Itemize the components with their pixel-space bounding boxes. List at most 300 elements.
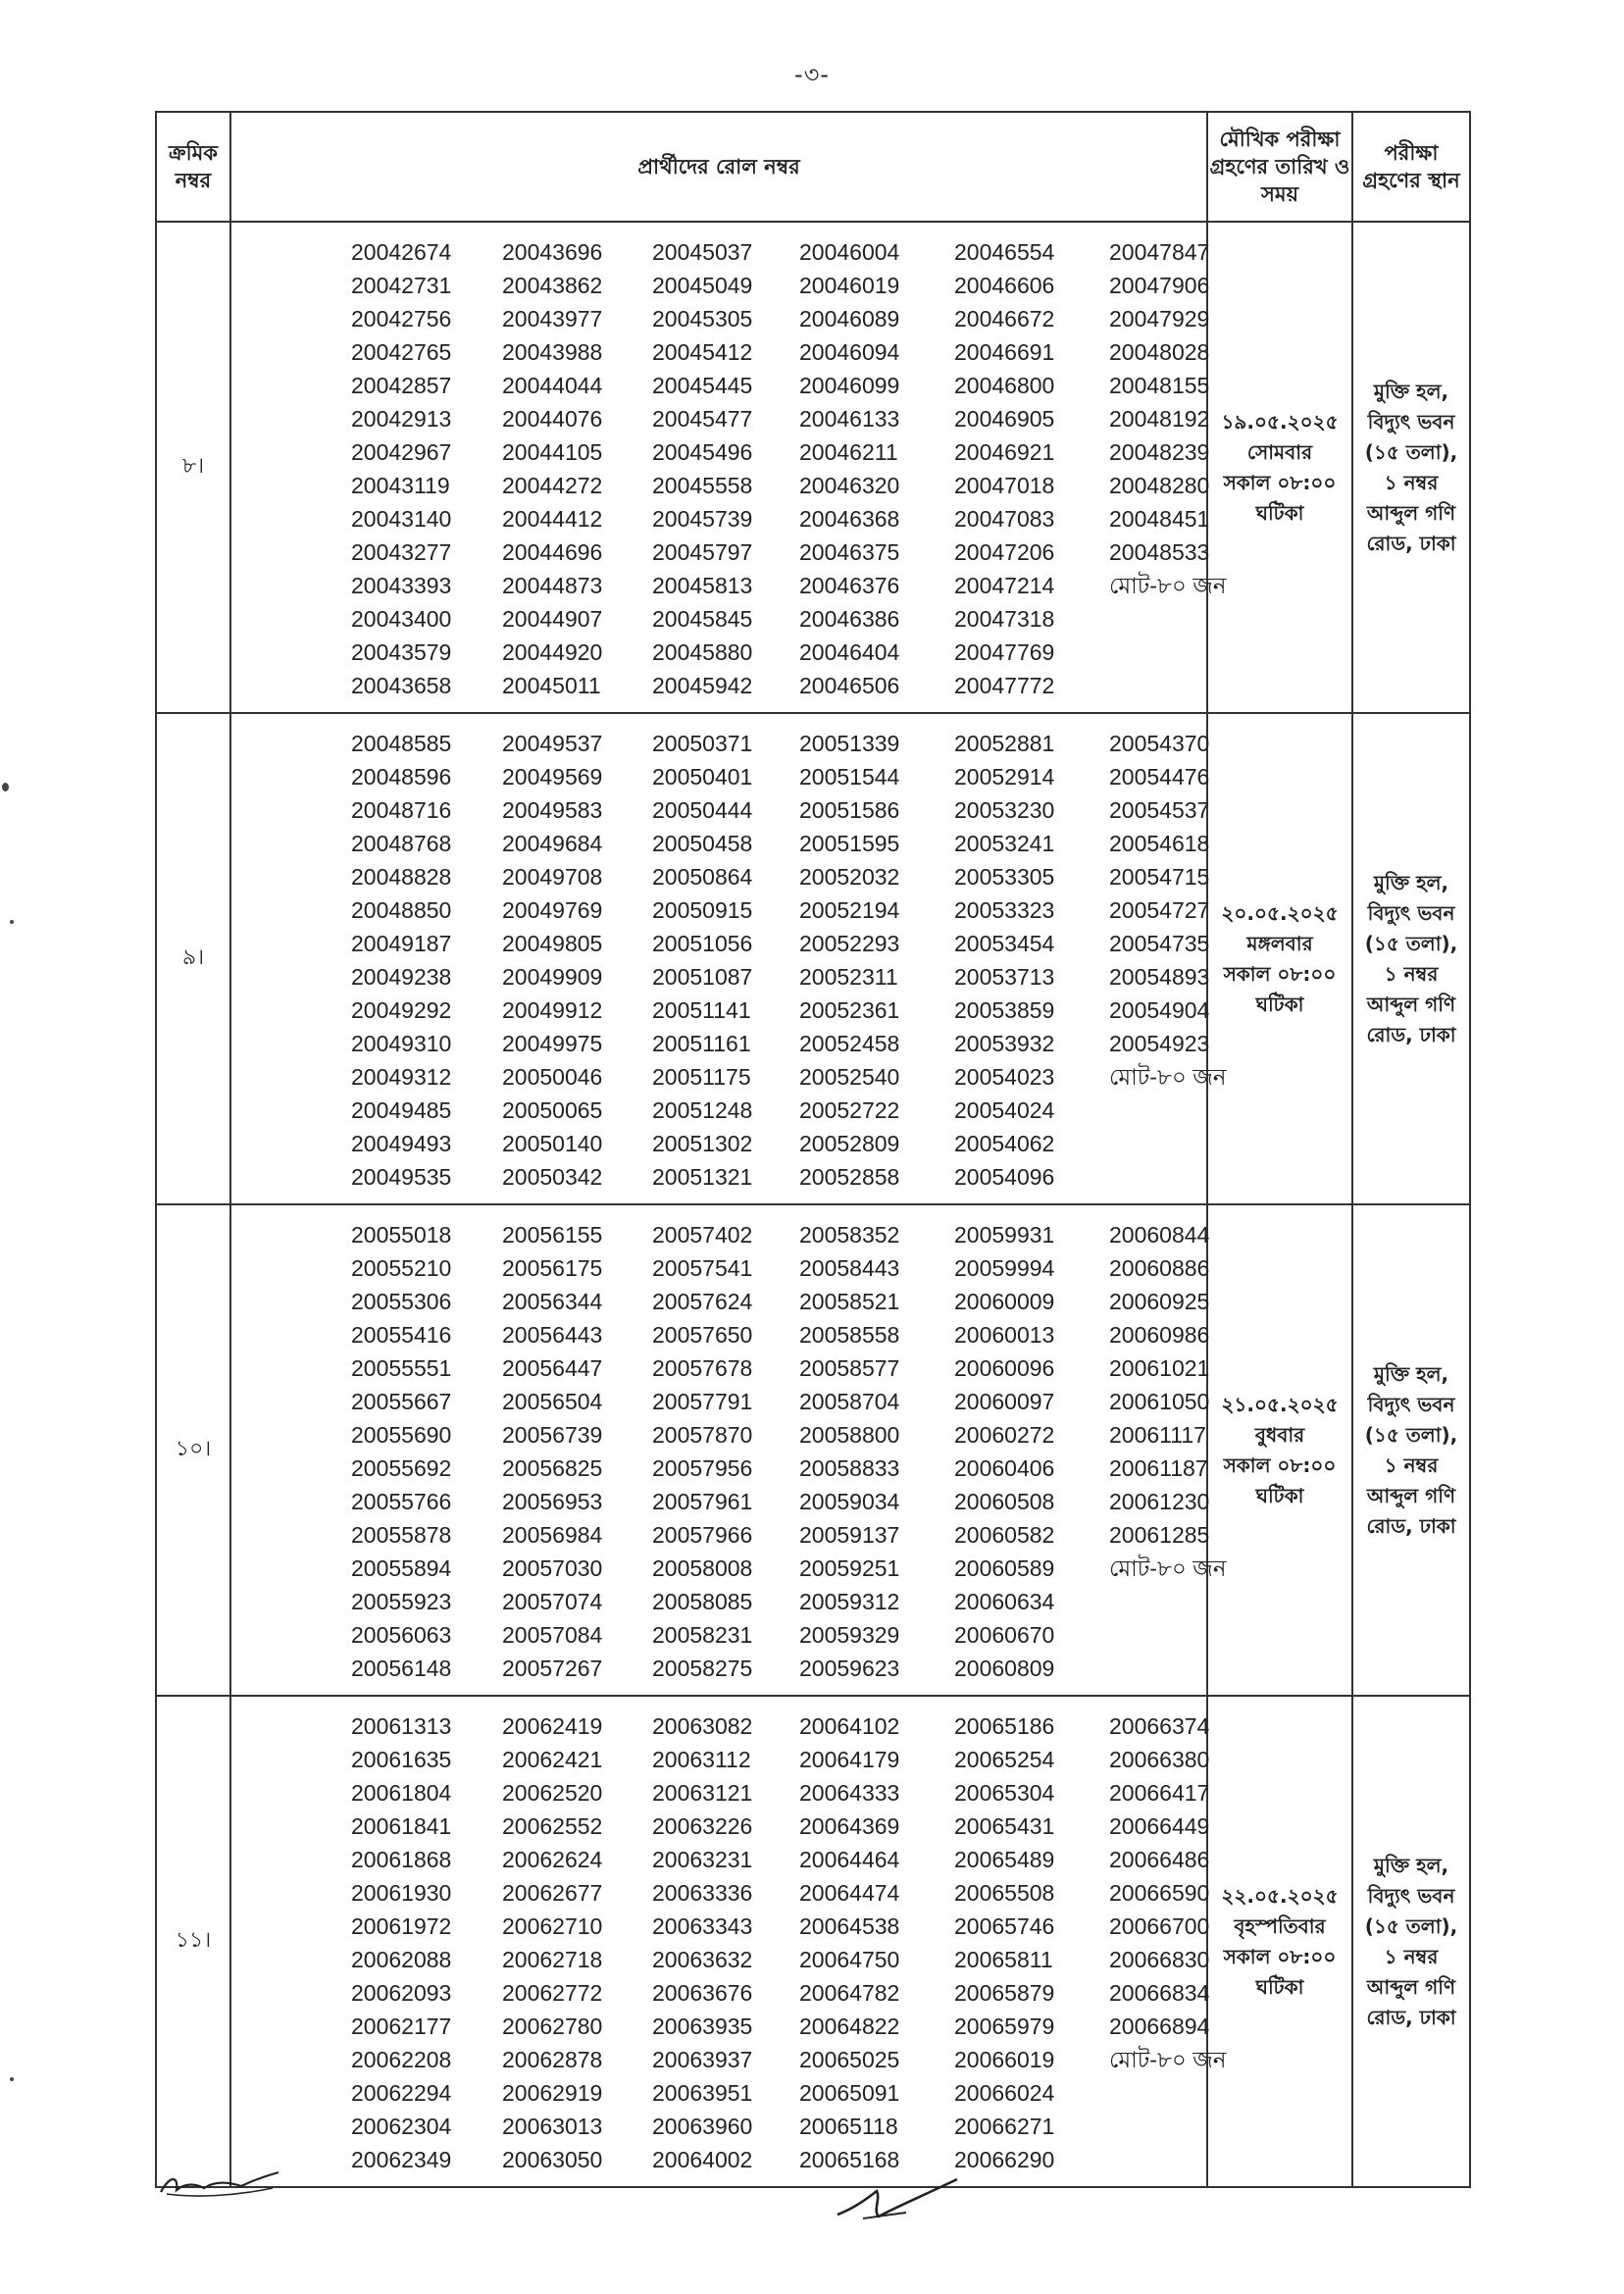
roll-number: 20047906	[1109, 273, 1210, 298]
roll-number: 20046554	[954, 239, 1055, 265]
venue-line: আব্দুল গণি	[1366, 500, 1456, 525]
roll-number: 20044907	[502, 606, 603, 632]
roll-number: 20042756	[351, 306, 452, 331]
roll-number: 20046133	[799, 406, 900, 432]
roll-number: 20045558	[652, 473, 753, 498]
roll-number: 20066449	[1109, 1813, 1210, 1839]
roll-number: 20066271	[954, 2114, 1055, 2139]
roll-number: 20052458	[799, 1031, 900, 1056]
table-row	[156, 1204, 1470, 1696]
roll-number-grid	[231, 223, 1227, 712]
roll-number: 20062520	[502, 1780, 603, 1806]
roll-number: 20055306	[351, 1289, 452, 1314]
roll-number: 20053454	[954, 931, 1055, 956]
roll-number: 20056984	[502, 1522, 603, 1548]
roll-number: 20065254	[954, 1747, 1055, 1772]
roll-number: 20066700	[1109, 1913, 1210, 1939]
roll-number: 20063960	[652, 2114, 753, 2139]
roll-number: 20057961	[652, 1489, 753, 1514]
roll-number: 20044044	[502, 373, 603, 398]
roll-number: 20065091	[799, 2080, 900, 2106]
roll-number: 20058800	[799, 1422, 900, 1448]
date-time-time: সকাল ০৮:০০	[1223, 1453, 1337, 1477]
roll-number: 20053241	[954, 831, 1055, 856]
roll-number: 20056443	[502, 1322, 603, 1348]
roll-number: 20062208	[351, 2047, 452, 2072]
roll-number: 20054096	[954, 1164, 1055, 1190]
date-time-date: ২০.০৫.২০২৫	[1221, 900, 1339, 925]
roll-number: 20062677	[502, 1880, 603, 1906]
venue-line: মুক্তি হল,	[1373, 1361, 1449, 1386]
roll-number: 20042731	[351, 273, 452, 298]
roll-number: 20062177	[351, 2014, 452, 2039]
roll-number: 20056504	[502, 1389, 603, 1414]
roll-number: 20055210	[351, 1255, 452, 1281]
roll-number: 20055551	[351, 1355, 452, 1381]
roll-number: 20051586	[799, 797, 900, 823]
roll-number: 20043977	[502, 306, 603, 331]
roll-number: 20056175	[502, 1255, 603, 1281]
roll-number: 20052540	[799, 1064, 900, 1090]
roll-number: 20051056	[652, 931, 753, 956]
venue-cell	[1352, 222, 1470, 713]
roll-number: 20062294	[351, 2080, 452, 2106]
roll-number: 20065025	[799, 2047, 900, 2072]
roll-number: 20062718	[502, 1947, 603, 1972]
roll-number: 20045011	[502, 673, 601, 698]
roll-number: 20048028	[1109, 339, 1210, 365]
roll-number: 20043696	[502, 239, 603, 265]
roll-number: 20066834	[1109, 1980, 1210, 2006]
roll-number: 20044412	[502, 506, 603, 532]
roll-number: 20064474	[799, 1880, 900, 1906]
roll-number: 20066486	[1109, 1847, 1210, 1872]
roll-number: 20050444	[652, 797, 753, 823]
venue-line: আব্দুল গণি	[1366, 992, 1456, 1016]
roll-number: 20044920	[502, 639, 603, 665]
roll-number: 20060582	[954, 1522, 1055, 1548]
roll-number: 20049292	[351, 997, 452, 1023]
roll-number: 20065489	[954, 1847, 1055, 1872]
roll-number: 20054727	[1109, 897, 1210, 923]
roll-number: 20048155	[1109, 373, 1210, 398]
venue-line: বিদ্যুৎ ভবন	[1367, 900, 1455, 925]
date-time-time: সকাল ০৮:০০	[1223, 961, 1337, 986]
roll-number: 20065186	[954, 1713, 1055, 1739]
roll-number: 20060009	[954, 1289, 1055, 1314]
roll-number: 20049187	[351, 931, 452, 956]
roll-number: 20060886	[1109, 1255, 1210, 1281]
venue-line: (১৫ তলা),	[1364, 1422, 1458, 1447]
roll-number: 20059931	[954, 1222, 1055, 1248]
date-time-time-suffix: ঘটিকা	[1255, 1483, 1304, 1507]
roll-number: 20059623	[799, 1656, 900, 1681]
roll-number: 20059312	[799, 1589, 900, 1614]
roll-number: 20065979	[954, 2014, 1055, 2039]
roll-column	[954, 727, 1109, 1194]
venue-line: আব্দুল গণি	[1366, 1974, 1456, 1999]
roll-column	[351, 235, 502, 702]
roll-number-grid	[231, 714, 1227, 1203]
roll-column	[799, 1709, 954, 2176]
roll-number: 20064464	[799, 1847, 900, 1872]
roll-numbers-cell	[230, 713, 1227, 1204]
roll-number: 20043579	[351, 639, 452, 665]
roll-number: 20062878	[502, 2047, 603, 2072]
roll-number: 20047318	[954, 606, 1055, 632]
roll-number: 20045049	[652, 273, 753, 298]
venue-line: (১৫ তলা),	[1364, 439, 1458, 464]
roll-number: 20063013	[502, 2114, 603, 2139]
roll-number: 20062710	[502, 1913, 603, 1939]
roll-number: 20049912	[502, 997, 603, 1023]
roll-number: 20056344	[502, 1289, 603, 1314]
roll-number: 20064102	[799, 1713, 900, 1739]
venue-line: (১৫ তলা),	[1364, 931, 1458, 955]
venue-line: মুক্তি হল,	[1373, 379, 1449, 403]
roll-number: 20049493	[351, 1131, 452, 1156]
roll-number: 20056148	[351, 1656, 452, 1681]
roll-number: 20051087	[652, 964, 753, 990]
roll-number: মোট-৮০ জন	[1109, 1064, 1227, 1090]
roll-number: 20062421	[502, 1747, 603, 1772]
roll-number: 20042967	[351, 439, 452, 465]
date-time-time-suffix: ঘটিকা	[1255, 992, 1304, 1016]
roll-number: 20058577	[799, 1355, 900, 1381]
roll-number: 20043658	[351, 673, 452, 698]
roll-number: 20046211	[799, 439, 898, 465]
roll-number: 20051161	[652, 1031, 751, 1056]
venue-line: বিদ্যুৎ ভবন	[1367, 1392, 1455, 1416]
roll-number: 20052881	[954, 731, 1055, 756]
roll-number: 20046320	[799, 473, 900, 498]
roll-number: 20046099	[799, 373, 900, 398]
roll-number: 20063937	[652, 2047, 753, 2072]
roll-number: 20066417	[1109, 1780, 1210, 1806]
roll-number: 20066019	[954, 2047, 1055, 2072]
roll-number: 20064822	[799, 2014, 900, 2039]
roll-number: 20065746	[954, 1913, 1055, 1939]
roll-number: 20059251	[799, 1555, 900, 1581]
roll-number: 20051321	[652, 1164, 753, 1190]
roll-number: 20065879	[954, 1980, 1055, 2006]
roll-number: 20048828	[351, 864, 452, 890]
roll-number: 20062919	[502, 2080, 603, 2106]
serial-number: ১০।	[156, 1204, 230, 1696]
roll-number: 20063050	[502, 2147, 603, 2172]
date-time-time-suffix: ঘটিকা	[1255, 1974, 1304, 1999]
roll-column	[954, 235, 1109, 702]
roll-number: 20054537	[1109, 797, 1210, 823]
roll-number: 20043393	[351, 573, 452, 598]
roll-number: 20060986	[1109, 1322, 1210, 1348]
roll-number: 20042765	[351, 339, 452, 365]
roll-number: 20060844	[1109, 1222, 1210, 1248]
roll-number: 20048850	[351, 897, 452, 923]
roll-number: 20060272	[954, 1422, 1055, 1448]
roll-number: 20052194	[799, 897, 900, 923]
roll-number: 20057791	[652, 1389, 753, 1414]
header-rolls: প্রার্থীদের রোল নম্বর	[230, 112, 1207, 222]
roll-number: 20048239	[1109, 439, 1210, 465]
roll-number: 20046905	[954, 406, 1055, 432]
roll-numbers-cell	[230, 222, 1227, 713]
roll-number: 20042913	[351, 406, 452, 432]
roll-number: মোট-৮০ জন	[1109, 573, 1227, 598]
roll-number: 20047769	[954, 639, 1055, 665]
roll-number: 20052361	[799, 997, 900, 1023]
roll-number: 20047018	[954, 473, 1055, 498]
roll-number: 20049708	[502, 864, 603, 890]
venue-cell	[1352, 713, 1470, 1204]
roll-number: 20042857	[351, 373, 452, 398]
roll-number: 20045445	[652, 373, 753, 398]
roll-number: 20060809	[954, 1656, 1055, 1681]
roll-number: 20058085	[652, 1589, 753, 1614]
roll-number: 20053932	[954, 1031, 1055, 1056]
table-row	[156, 222, 1470, 713]
roll-number: 20062419	[502, 1713, 603, 1739]
roll-number: 20057870	[652, 1422, 753, 1448]
date-time-date: ২১.০৫.২০২৫	[1221, 1392, 1339, 1416]
roll-number: 20061313	[351, 1713, 452, 1739]
roll-number: 20052311	[799, 964, 898, 990]
signature-left	[157, 2163, 284, 2202]
roll-number: 20043988	[502, 339, 603, 365]
signature-right	[834, 2169, 961, 2228]
roll-number: 20061050	[1109, 1389, 1210, 1414]
roll-number: 20049238	[351, 964, 452, 990]
roll-number: 20048768	[351, 831, 452, 856]
roll-number: 20053305	[954, 864, 1055, 890]
roll-number: 20060406	[954, 1455, 1055, 1481]
roll-number: 20046672	[954, 306, 1055, 331]
roll-number: 20051339	[799, 731, 900, 756]
roll-number: 20048192	[1109, 406, 1210, 432]
roll-number: 20060013	[954, 1322, 1055, 1348]
roll-number: 20053859	[954, 997, 1055, 1023]
roll-column	[954, 1709, 1109, 2176]
roll-number: 20048280	[1109, 473, 1210, 498]
table-row	[156, 1696, 1470, 2187]
roll-number: 20055692	[351, 1455, 452, 1481]
roll-number: 20059137	[799, 1522, 900, 1548]
roll-number: 20064538	[799, 1913, 900, 1939]
date-time-day: মঙ্গলবার	[1246, 931, 1313, 955]
roll-number: 20057624	[652, 1289, 753, 1314]
roll-number: 20054370	[1109, 731, 1210, 756]
date-time-date: ২২.০৫.২০২৫	[1221, 1883, 1339, 1908]
roll-number: 20058521	[799, 1289, 900, 1314]
venue-line: ১ নম্বর	[1384, 1453, 1439, 1477]
roll-number: 20048596	[351, 764, 452, 790]
roll-number: 20049583	[502, 797, 603, 823]
date-time-day: বৃহস্পতিবার	[1234, 1913, 1326, 1938]
date-time-day: বুধবার	[1254, 1422, 1305, 1447]
roll-number: 20060096	[954, 1355, 1055, 1381]
roll-number: 20051141	[652, 997, 751, 1023]
roll-number: 20058833	[799, 1455, 900, 1481]
roll-number: 20047206	[954, 539, 1055, 565]
serial-number: ৯।	[156, 713, 230, 1204]
scan-speck	[2, 783, 9, 791]
roll-number: 20059994	[954, 1255, 1055, 1281]
roll-number: 20062088	[351, 1947, 452, 1972]
roll-column	[502, 727, 652, 1194]
roll-number: 20066374	[1109, 1713, 1210, 1739]
roll-number: 20061841	[351, 1813, 452, 1839]
page-number: -৩-	[794, 61, 830, 88]
venue-line: রোড, ঢাকা	[1366, 531, 1456, 555]
roll-number: 20061187	[1109, 1455, 1208, 1481]
roll-number: 20057678	[652, 1355, 753, 1381]
roll-column	[954, 1218, 1109, 1685]
roll-number: 20056155	[502, 1222, 603, 1248]
serial-number: ৮।	[156, 222, 230, 713]
roll-number: মোট-৮০ জন	[1109, 1555, 1227, 1581]
venue-cell	[1352, 1696, 1470, 2187]
roll-number: 20054023	[954, 1064, 1055, 1090]
roll-number: 20046800	[954, 373, 1055, 398]
roll-column	[799, 235, 954, 702]
roll-number: 20055690	[351, 1422, 452, 1448]
roll-number: 20063935	[652, 2014, 753, 2039]
roll-number: 20049684	[502, 831, 603, 856]
roll-number: 20051248	[652, 1097, 753, 1123]
roll-number: 20063632	[652, 1947, 753, 1972]
roll-numbers-cell	[230, 1696, 1227, 2187]
roll-number: 20049805	[502, 931, 603, 956]
roll-number: 20048533	[1109, 539, 1210, 565]
roll-number: 20060670	[954, 1622, 1055, 1648]
roll-number: 20060508	[954, 1489, 1055, 1514]
roll-number: 20063082	[652, 1713, 753, 1739]
roll-number: 20060634	[954, 1589, 1055, 1614]
venue-line: রোড, ঢাকা	[1366, 1513, 1456, 1538]
venue-line: বিদ্যুৎ ভবন	[1367, 1883, 1455, 1908]
roll-number: 20045412	[652, 339, 753, 365]
roll-number: 20062552	[502, 1813, 603, 1839]
roll-number: 20065118	[799, 2114, 898, 2139]
venue-line: ১ নম্বর	[1384, 470, 1439, 494]
roll-number: 20046089	[799, 306, 900, 331]
roll-number: 20046004	[799, 239, 900, 265]
serial-number: ১১।	[156, 1696, 230, 2187]
roll-number: 20057030	[502, 1555, 603, 1581]
roll-number: 20049535	[351, 1164, 452, 1190]
roll-number: 20061635	[351, 1747, 452, 1772]
roll-number: 20046404	[799, 639, 900, 665]
roll-number: 20049909	[502, 964, 603, 990]
roll-number: 20052293	[799, 931, 900, 956]
roll-number: 20052032	[799, 864, 900, 890]
roll-number: 20055416	[351, 1322, 452, 1348]
roll-number: 20052914	[954, 764, 1055, 790]
roll-number: 20053230	[954, 797, 1055, 823]
roll-number: 20046386	[799, 606, 900, 632]
roll-number: 20050458	[652, 831, 753, 856]
venue-line: বিদ্যুৎ ভবন	[1367, 409, 1455, 433]
date-time-time: সকাল ০৮:০০	[1223, 1944, 1337, 1968]
roll-numbers-cell	[230, 1204, 1227, 1696]
roll-number: 20048451	[1109, 506, 1210, 532]
roll-number: 20048585	[351, 731, 452, 756]
roll-number: 20044696	[502, 539, 603, 565]
roll-number: 20058231	[652, 1622, 753, 1648]
roll-number: 20049485	[351, 1097, 452, 1123]
roll-number: 20042674	[351, 239, 452, 265]
roll-number: 20045477	[652, 406, 753, 432]
roll-number: 20057267	[502, 1656, 603, 1681]
roll-number: 20061972	[351, 1913, 452, 1939]
roll-number: 20061230	[1109, 1489, 1210, 1514]
roll-column	[799, 1218, 954, 1685]
roll-number: 20064002	[652, 2147, 753, 2172]
roll-number: 20058704	[799, 1389, 900, 1414]
roll-number: 20061930	[351, 1880, 452, 1906]
table-row	[156, 713, 1470, 1204]
roll-number: 20055018	[351, 1222, 452, 1248]
roll-number: 20052809	[799, 1131, 900, 1156]
roll-number-grid	[231, 1697, 1227, 2186]
roll-number: 20058275	[652, 1656, 753, 1681]
roll-number: 20061804	[351, 1780, 452, 1806]
venue-line: ১ নম্বর	[1384, 1944, 1439, 1968]
roll-number: 20050342	[502, 1164, 603, 1190]
roll-number: 20058443	[799, 1255, 900, 1281]
roll-number: 20055766	[351, 1489, 452, 1514]
roll-number: 20044272	[502, 473, 603, 498]
roll-number: 20047083	[954, 506, 1055, 532]
roll-number: 20046368	[799, 506, 900, 532]
roll-number: 20060925	[1109, 1289, 1210, 1314]
roll-number: 20062349	[351, 2147, 452, 2172]
roll-number: 20046094	[799, 339, 900, 365]
roll-number: 20058352	[799, 1222, 900, 1248]
roll-column	[351, 727, 502, 1194]
roll-number: 20054735	[1109, 931, 1210, 956]
roll-number: 20057650	[652, 1322, 753, 1348]
roll-number: 20057084	[502, 1622, 603, 1648]
roll-number: 20051595	[799, 831, 900, 856]
roll-number: 20059034	[799, 1489, 900, 1514]
venue-line: মুক্তি হল,	[1373, 1853, 1449, 1877]
roll-number: 20044873	[502, 573, 603, 598]
table-body	[156, 222, 1470, 2187]
roll-number: 20049975	[502, 1031, 603, 1056]
roll-number: 20064333	[799, 1780, 900, 1806]
roll-number: 20046606	[954, 273, 1055, 298]
roll-number: 20045797	[652, 539, 753, 565]
venue-line: ১ নম্বর	[1384, 961, 1439, 986]
scan-speck	[10, 920, 14, 924]
roll-number: 20063336	[652, 1880, 753, 1906]
roll-number: 20065168	[799, 2147, 900, 2172]
venue-line: মুক্তি হল,	[1373, 870, 1449, 894]
roll-number: 20049769	[502, 897, 603, 923]
roll-number: 20054024	[954, 1097, 1055, 1123]
roll-number: 20046375	[799, 539, 900, 565]
roll-number: 20066830	[1109, 1947, 1210, 1972]
roll-number: 20057074	[502, 1589, 603, 1614]
roll-number: 20044076	[502, 406, 603, 432]
roll-number: 20050046	[502, 1064, 603, 1090]
roll-column	[652, 1218, 799, 1685]
roll-number-grid	[231, 1205, 1227, 1695]
roll-column	[502, 1709, 652, 2176]
roll-number: 20062772	[502, 1980, 603, 2006]
roll-number: 20047772	[954, 673, 1055, 698]
